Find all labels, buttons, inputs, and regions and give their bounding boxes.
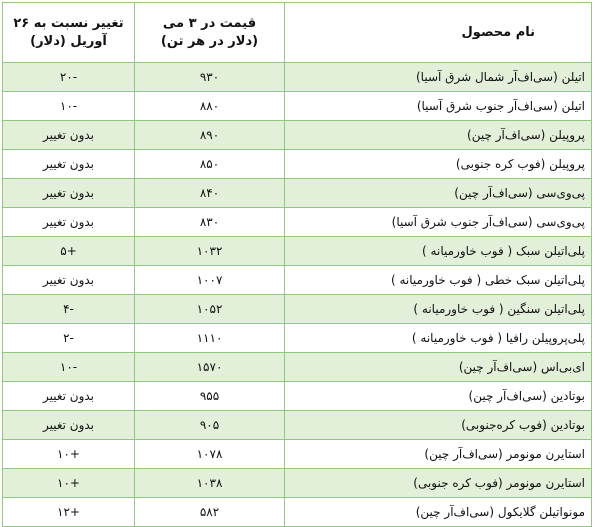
price-cell: ۹۳۰ xyxy=(135,63,285,92)
table-row xyxy=(3,179,592,208)
price-cell: ۱۰۳۲ xyxy=(135,237,285,266)
price-cell: ۱۰۵۲ xyxy=(135,295,285,324)
price-cell: ۱۱۱۰ xyxy=(135,324,285,353)
change-cell: بدون تغییر xyxy=(3,266,135,295)
price-cell: ۸۸۰ xyxy=(135,92,285,121)
price-cell: ۱۰۷۸ xyxy=(135,440,285,469)
table-row xyxy=(3,92,592,121)
product-name-cell: پلی‌پروپیلن رافیا ( فوب خاورمیانه ) xyxy=(285,324,592,353)
price-cell: ۱۵۷۰ xyxy=(135,353,285,382)
product-name-cell: استایرن مونومر (فوب کره جنوبی) xyxy=(285,469,592,498)
petrochemical-price-table xyxy=(2,2,592,527)
product-name-cell: اتیلن (سی‌اف‌آر شمال شرق آسیا) xyxy=(285,63,592,92)
table-row xyxy=(3,324,592,353)
change-cell: بدون تغییر xyxy=(3,150,135,179)
change-cell: +۵ xyxy=(3,237,135,266)
table-row xyxy=(3,469,592,498)
change-cell: بدون تغییر xyxy=(3,382,135,411)
header-change-line1: تغییر نسبت به ۲۶ xyxy=(13,15,124,31)
table-row xyxy=(3,498,592,527)
product-name-cell: بوتادین (سی‌اف‌آر چین) xyxy=(285,382,592,411)
price-cell: ۸۳۰ xyxy=(135,208,285,237)
header-change xyxy=(3,3,135,63)
change-cell: بدون تغییر xyxy=(3,411,135,440)
price-cell: ۱۰۳۸ xyxy=(135,469,285,498)
price-table-container xyxy=(2,2,591,521)
price-cell: ۹۰۵ xyxy=(135,411,285,440)
change-cell: -۱۰ xyxy=(3,353,135,382)
change-cell: -۱۰ xyxy=(3,92,135,121)
change-cell: +۱۰ xyxy=(3,469,135,498)
price-cell: ۸۹۰ xyxy=(135,121,285,150)
table-row xyxy=(3,266,592,295)
change-cell: بدون تغییر xyxy=(3,121,135,150)
table-row xyxy=(3,440,592,469)
product-name-cell: پلی‌اتیلن سبک ( فوب خاورمیانه ) xyxy=(285,237,592,266)
header-price-line1: قیمت در ۳ می xyxy=(162,15,257,31)
change-cell: بدون تغییر xyxy=(3,208,135,237)
product-name-cell: پلی‌اتیلن سبک خطی ( فوب خاورمیانه ) xyxy=(285,266,592,295)
change-cell: -۲۰ xyxy=(3,63,135,92)
price-cell: ۸۴۰ xyxy=(135,179,285,208)
product-name-cell: پلی‌اتیلن سنگین ( فوب خاورمیانه ) xyxy=(285,295,592,324)
change-cell: +۱۰ xyxy=(3,440,135,469)
table-row xyxy=(3,411,592,440)
table-row xyxy=(3,353,592,382)
product-name-cell: بوتادین (فوب کره‌جنوبی) xyxy=(285,411,592,440)
price-cell: ۵۸۲ xyxy=(135,498,285,527)
product-name-cell: مونواتیلن گلایکول (سی‌اف‌آر چین) xyxy=(285,498,592,527)
table-row xyxy=(3,150,592,179)
change-cell: -۴ xyxy=(3,295,135,324)
change-cell: +۱۲ xyxy=(3,498,135,527)
product-name-cell: پروپیلن (فوب کره جنوبی) xyxy=(285,150,592,179)
product-name-cell: اتیلن (سی‌اف‌آر جنوب شرق آسیا) xyxy=(285,92,592,121)
product-name-cell: پی‌وی‌سی (سی‌اف‌آر چین) xyxy=(285,179,592,208)
product-name-cell: استایرن مونومر (سی‌اف‌آر چین) xyxy=(285,440,592,469)
table-row xyxy=(3,208,592,237)
header-product: نام محصول xyxy=(285,3,592,63)
table-row xyxy=(3,237,592,266)
product-name-cell: ای‌بی‌اس (سی‌اف‌آر چین) xyxy=(285,353,592,382)
product-name-cell: پی‌وی‌سی (سی‌اف‌آر جنوب شرق آسیا) xyxy=(285,208,592,237)
price-cell: ۸۵۰ xyxy=(135,150,285,179)
table-header-row xyxy=(3,3,592,63)
price-cell: ۱۰۰۷ xyxy=(135,266,285,295)
table-row xyxy=(3,382,592,411)
price-cell: ۹۵۵ xyxy=(135,382,285,411)
header-change-line2: آوریل (دلار) xyxy=(30,33,107,49)
change-cell: -۲ xyxy=(3,324,135,353)
table-row xyxy=(3,63,592,92)
product-name-cell: پروپیلن (سی‌اف‌آر چین) xyxy=(285,121,592,150)
header-price xyxy=(135,3,285,63)
change-cell: بدون تغییر xyxy=(3,179,135,208)
table-row xyxy=(3,295,592,324)
header-price-line2: (دلار در هر تن) xyxy=(160,33,259,49)
table-row xyxy=(3,121,592,150)
